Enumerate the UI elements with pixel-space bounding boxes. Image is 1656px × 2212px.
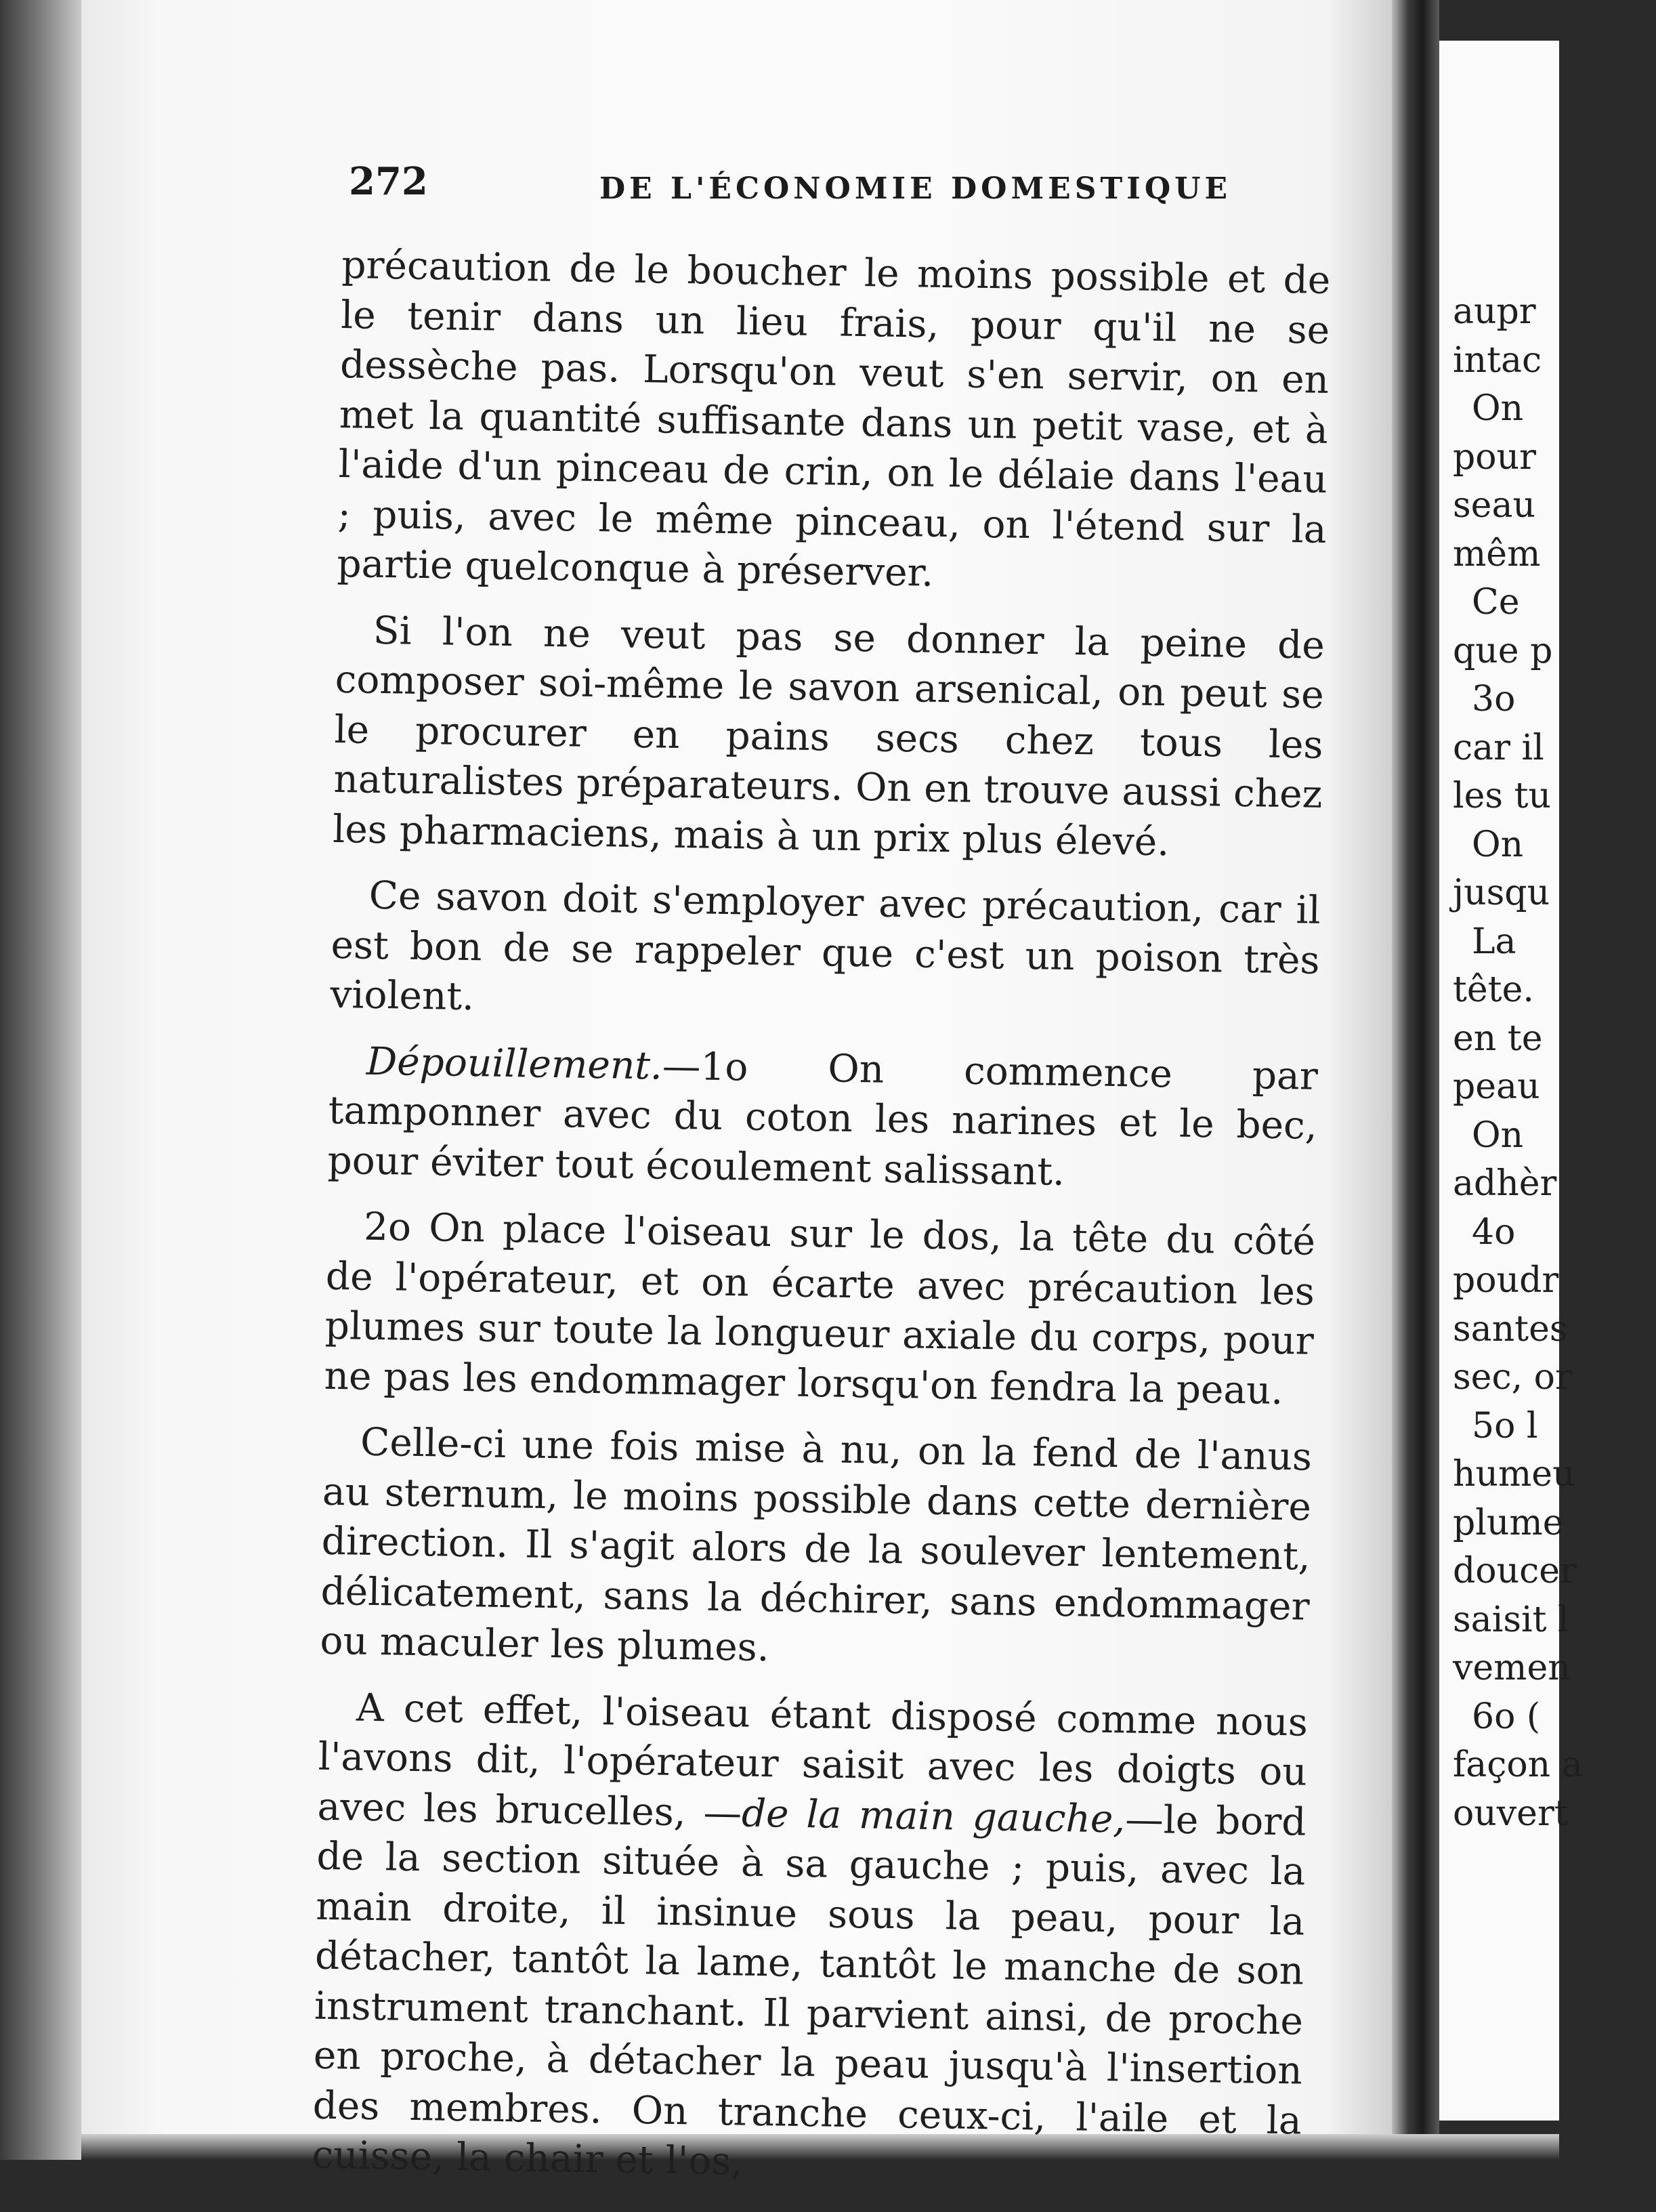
- facing-line: mêm: [1453, 533, 1541, 575]
- facing-line: seau: [1453, 485, 1535, 526]
- book-edge: [0, 0, 81, 2160]
- paragraph-6: Celle-ci une fois mise à nu, on la fend de l'anus au sternum, le moins possible dans cette dernière direction. Il s'agit alors de la soulever lentement, délicatement, sans la déchirer, sans endommager ou maculer les plumes.: [320, 1420, 1313, 1671]
- facing-page: [1439, 41, 1583, 2121]
- facing-line: 5o l: [1472, 1405, 1538, 1446]
- facing-line: plume: [1453, 1502, 1564, 1543]
- running-title: DE L'ÉCONOMIE DOMESTIQUE: [599, 171, 1232, 206]
- facing-line: sec, or: [1453, 1357, 1572, 1398]
- facing-line: les tu: [1453, 776, 1552, 816]
- facing-line: vemen: [1453, 1648, 1571, 1688]
- page-body: [312, 241, 1331, 2212]
- facing-line: pour: [1453, 436, 1536, 478]
- facing-line: car il: [1453, 727, 1544, 768]
- facing-line: jusqu: [1453, 873, 1550, 913]
- facing-line: On: [1472, 824, 1524, 865]
- facing-line: 3o: [1472, 679, 1516, 719]
- facing-line: On: [1472, 1114, 1524, 1156]
- paragraph-5: 2o On place l'oiseau sur le dos, la tête du côté de l'opérateur, et on écarte avec précaution les plumes sur toute la longueur axiale du corps, pour ne pas les endommager lorsqu'on fendra la peau.: [324, 1205, 1316, 1413]
- paragraph-7-italic: de la main gauche,: [741, 1791, 1126, 1841]
- paragraph-4: [327, 1036, 1318, 1201]
- facing-line: intac: [1453, 339, 1542, 381]
- facing-line: aupr: [1453, 291, 1536, 332]
- paragraph-7: [312, 1682, 1308, 2196]
- paragraph-7-end: —le bord de la section située à sa gauche ; puis, avec la main droite, il insinue sous la peau, pour la détacher, tantôt la lame, tantôt le manche de son instrument tranchant. Il parvient ainsi, de proche en proche, à détacher la peau jusqu'à l'insertion des membres. On tranche ceux-ci, l'aile et la cuisse, la chair et l'os,: [312, 1797, 1307, 2184]
- facing-line: tête.: [1453, 969, 1534, 1010]
- paragraph-3: Ce savon doit s'employer avec précaution, car il est bon de se rappeler que c'est un poison très violent.: [329, 873, 1321, 1020]
- facing-line: 6o (: [1472, 1696, 1541, 1737]
- paragraph-2: Si l'on ne veut pas se donner la peine de composer soi-même le savon arsenical, on peut se le procurer en pains secs chez tous les naturalistes préparateurs. On en trouve aussi chez les pharmaciens, mais à un prix plus élevé.: [332, 608, 1325, 864]
- paragraph-4-text: —1o On commence par tamponner avec du coton les narines et le bec, pour éviter tout écoulement salissant.: [327, 1044, 1319, 1194]
- paragraph-7-start: A cet effet, l'oiseau étant disposé comme nous l'avons dit, l'opérateur saisit avec les doigts ou avec les brucelles, —: [317, 1686, 1309, 1836]
- facing-line: doucer: [1453, 1551, 1577, 1591]
- facing-line: On: [1472, 388, 1524, 429]
- paragraph-1: précaution de le boucher le moins possible et de le tenir dans un lieu frais, pour qu'il ne se dessèche pas. Lorsqu'on veut s'en servir, on en met la quantité suffisante dans un petit vase, et à l'aide d'un pinceau de crin, on le délaie dans l'eau ; puis, avec le même pinceau, on l'étend sur la partie quelconque à préserver.: [336, 243, 1331, 596]
- book-gutter: [1392, 0, 1439, 2160]
- running-head: [349, 159, 1365, 213]
- facing-line: en te: [1453, 1018, 1543, 1059]
- facing-page-text: [1453, 288, 1656, 1838]
- facing-line: 4o: [1472, 1211, 1516, 1253]
- facing-line: Ce: [1472, 582, 1520, 623]
- facing-line: humeu: [1453, 1454, 1575, 1495]
- facing-line: façon a: [1453, 1745, 1583, 1785]
- page-number: 272: [349, 159, 428, 204]
- facing-line: santes: [1453, 1308, 1568, 1350]
- facing-line: ouvert: [1453, 1793, 1569, 1834]
- facing-line: peau: [1453, 1066, 1540, 1107]
- facing-line: La: [1472, 921, 1516, 962]
- facing-line: adhèr: [1453, 1163, 1557, 1204]
- facing-line: poudr: [1453, 1260, 1559, 1301]
- facing-line: que p: [1453, 630, 1553, 671]
- facing-line: saisit l: [1453, 1599, 1569, 1640]
- section-heading-depouillement: Dépouillement.: [366, 1039, 663, 1089]
